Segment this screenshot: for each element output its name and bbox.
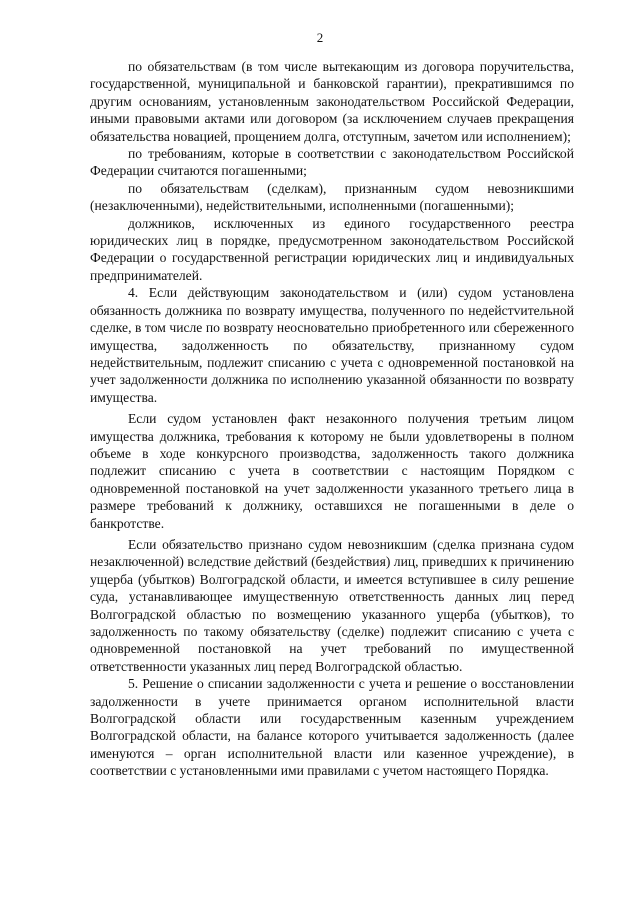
paragraph-obligations-terminated: по обязательствам (в том числе вытекающим из договора поручительства, государственной, муниципальной и банковской гарантии), прекратившимся по другим основаниям, установленным законодательством Российской Федерации, иными правовыми актами или договором (за исключением случаев прекращения обязательства новацией, прощением долга, отступным, зачетом или исполнением); bbox=[90, 59, 574, 144]
paragraph-clause-5: 5. Решение о списании задолженности с учета и решение о восстановлении задолженности в учете принимается органом исполнительной власти Волгоградской области или государственным казенным учреждением Волгоградской области, на балансе которого учитывается задолженность (далее именуются – орган исполнительной власти или казенное учреждение), в соответствии с установленными ими правилами с учетом настоящего Порядка. bbox=[90, 676, 574, 779]
page-number: 2 bbox=[316, 30, 324, 45]
paragraph-excluded-debtors: должников, исключенных из единого государственного реестра юридических лиц в порядке, предусмотренном законодательством Российской Федерации о государственной регистрации юридических лиц и индивидуальных предпринимателей. bbox=[90, 215, 574, 283]
paragraph-third-party: Если судом установлен факт незаконного получения третьим лицом имущества должника, требования к которому не были удовлетворены в полном объеме в ходе конкурсного производства, задолженность такого должника подлежит списанию с учета в соответствии с настоящим Порядком с одновременной постановкой на учет задолженности указанного третьего лица в размере требований к должнику, оставшихся не погашенными в деле о банкротстве. bbox=[90, 411, 574, 531]
paragraph-damages: Если обязательство признано судом невозникшим (сделка признана судом незаключенной) вследствие действий (бездействия) лиц, приведших к причинению ущерба (убытков) Волгоградской области, и имеется вступившее в силу решение суда, устанавливающее имущественную ответственность данных лиц перед Волгоградской областью по возмещению указанного ущерба (убытков), то задолженность по такому обязательству (сделке) подлежит списанию с учета с одновременной постановкой на учет требований по имущественной ответственности указанных лиц перед Волгоградской областью. bbox=[90, 536, 574, 674]
paragraph-obligations-void: по обязательствам (сделкам), признанным судом невозникшими (незаключенными), недействительными, исполненными (погашенными); bbox=[90, 180, 574, 214]
paragraph-clause-4: 4. Если действующим законодательством и (или) судом установлена обязанность должника по возврату имущества, полученного по недейстvительной сделке, в том числе по возврату неосновательно приобретенного или сбереженного имущества, задолженность по обязательству, признанному судом недействительным, подлежит списанию с учета с одновременной постановкой на учет задолженности должника по исполнению указанной обязанности по возврату имущества. bbox=[90, 285, 574, 405]
paragraph-claims-repaid: по требованиям, которые в соответствии с законодательством Российской Федерации считаются погашенными; bbox=[90, 146, 574, 179]
document-body bbox=[90, 58, 574, 780]
